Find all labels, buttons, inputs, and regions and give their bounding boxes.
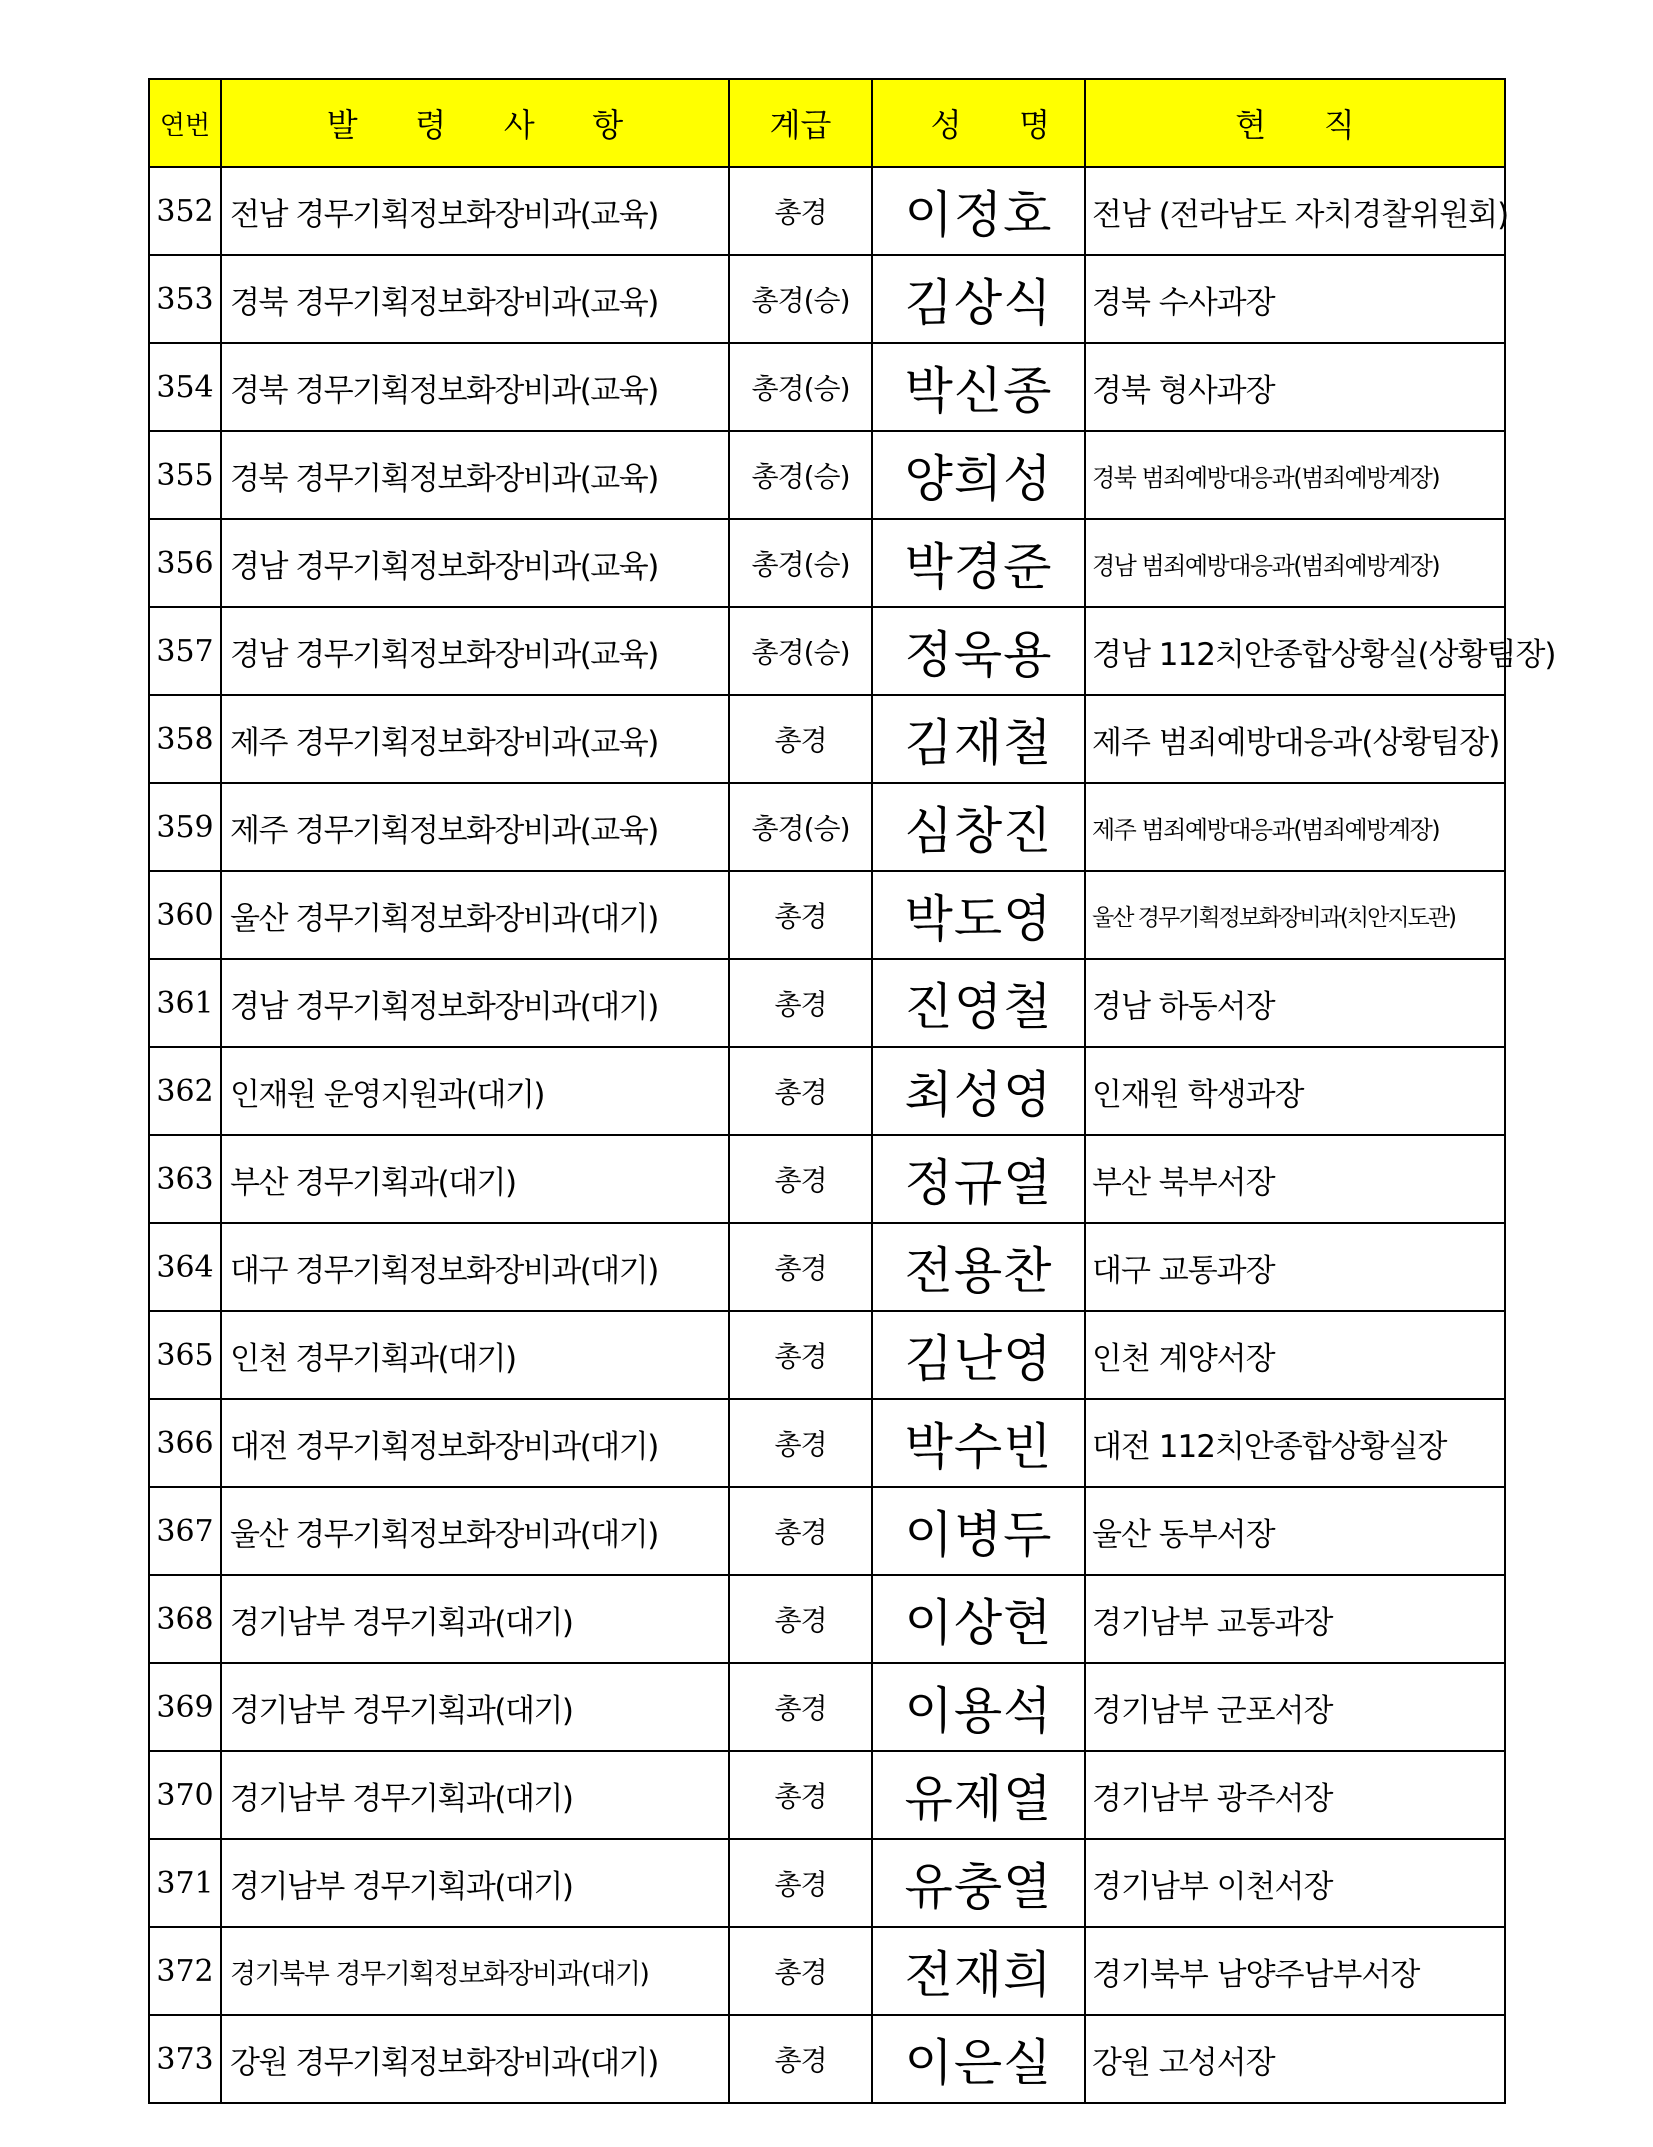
cell-rank: 총경(승) [729,607,872,695]
cell-rank: 총경 [729,695,872,783]
header-order: 발령사항 [221,79,729,167]
cell-rank: 총경 [729,167,872,255]
cell-order: 제주 경무기획정보화장비과(교육) [221,783,729,871]
cell-order: 경남 경무기획정보화장비과(교육) [221,519,729,607]
cell-name: 유제열 [872,1751,1085,1839]
table-row [149,1311,1505,1399]
cell-current: 강원 고성서장 [1085,2015,1505,2103]
cell-name: 진영철 [872,959,1085,1047]
table-row [149,1223,1505,1311]
cell-no: 359 [149,783,221,871]
cell-current: 울산 동부서장 [1085,1487,1505,1575]
cell-order: 경기남부 경무기획과(대기) [221,1575,729,1663]
cell-current: 경북 범죄예방대응과(범죄예방계장) [1085,431,1505,519]
cell-name: 이병두 [872,1487,1085,1575]
header-name: 성명 [872,79,1085,167]
cell-order: 강원 경무기획정보화장비과(대기) [221,2015,729,2103]
cell-no: 353 [149,255,221,343]
table-row [149,1047,1505,1135]
header-row [149,79,1505,167]
cell-name: 김재철 [872,695,1085,783]
cell-no: 372 [149,1927,221,2015]
cell-order: 경북 경무기획정보화장비과(교육) [221,255,729,343]
cell-current: 울산 경무기획정보화장비과(치안지도관) [1085,871,1505,959]
cell-no: 369 [149,1663,221,1751]
cell-rank: 총경 [729,1047,872,1135]
cell-order: 울산 경무기획정보화장비과(대기) [221,1487,729,1575]
cell-order: 경북 경무기획정보화장비과(교육) [221,431,729,519]
cell-rank: 총경 [729,1927,872,2015]
cell-name: 이상현 [872,1575,1085,1663]
cell-no: 355 [149,431,221,519]
cell-rank: 총경 [729,1839,872,1927]
cell-no: 370 [149,1751,221,1839]
cell-name: 심창진 [872,783,1085,871]
cell-name: 전재희 [872,1927,1085,2015]
cell-no: 363 [149,1135,221,1223]
cell-current: 제주 범죄예방대응과(범죄예방계장) [1085,783,1505,871]
cell-order: 경기남부 경무기획과(대기) [221,1751,729,1839]
table-row [149,1927,1505,2015]
cell-current: 전남 (전라남도 자치경찰위원회) [1085,167,1505,255]
table-row [149,783,1505,871]
table-row [149,607,1505,695]
personnel-table [148,78,1556,2104]
cell-rank: 총경(승) [729,783,872,871]
cell-no: 366 [149,1399,221,1487]
cell-rank: 총경 [729,871,872,959]
table-row [149,695,1505,783]
cell-order: 울산 경무기획정보화장비과(대기) [221,871,729,959]
cell-no: 352 [149,167,221,255]
cell-no: 361 [149,959,221,1047]
cell-name: 이은실 [872,2015,1085,2103]
cell-rank: 총경 [729,1487,872,1575]
table-row [149,959,1505,1047]
cell-current: 경기남부 군포서장 [1085,1663,1505,1751]
cell-name: 박수빈 [872,1399,1085,1487]
table-row [149,1575,1505,1663]
cell-rank: 총경(승) [729,343,872,431]
table-row [149,167,1505,255]
cell-order: 경남 경무기획정보화장비과(교육) [221,607,729,695]
cell-no: 367 [149,1487,221,1575]
cell-rank: 총경 [729,2015,872,2103]
cell-no: 357 [149,607,221,695]
cell-order: 경기북부 경무기획정보화장비과(대기) [221,1927,729,2015]
table-row [149,1839,1505,1927]
cell-rank: 총경 [729,1663,872,1751]
cell-rank: 총경 [729,1223,872,1311]
cell-order: 부산 경무기획과(대기) [221,1135,729,1223]
cell-current: 경기북부 남양주남부서장 [1085,1927,1505,2015]
cell-order: 경기남부 경무기획과(대기) [221,1839,729,1927]
cell-order: 대구 경무기획정보화장비과(대기) [221,1223,729,1311]
cell-current: 대구 교통과장 [1085,1223,1505,1311]
cell-no: 364 [149,1223,221,1311]
cell-order: 경남 경무기획정보화장비과(대기) [221,959,729,1047]
cell-no: 365 [149,1311,221,1399]
cell-name: 김난영 [872,1311,1085,1399]
cell-no: 371 [149,1839,221,1927]
table-row [149,431,1505,519]
cell-current: 경북 수사과장 [1085,255,1505,343]
cell-no: 362 [149,1047,221,1135]
table-row [149,519,1505,607]
cell-no: 354 [149,343,221,431]
cell-current: 경남 범죄예방대응과(범죄예방계장) [1085,519,1505,607]
cell-no: 368 [149,1575,221,1663]
table-row [149,1487,1505,1575]
cell-name: 박도영 [872,871,1085,959]
table-body [149,167,1556,2103]
cell-name: 박신종 [872,343,1085,431]
cell-no: 356 [149,519,221,607]
cell-current: 경기남부 이천서장 [1085,1839,1505,1927]
cell-name: 최성영 [872,1047,1085,1135]
cell-rank: 총경(승) [729,255,872,343]
header-no: 연번 [149,79,221,167]
cell-order: 대전 경무기획정보화장비과(대기) [221,1399,729,1487]
table-row [149,1663,1505,1751]
header-rank: 계급 [729,79,872,167]
table-row [149,2015,1505,2103]
table-row [149,343,1505,431]
cell-name: 정규열 [872,1135,1085,1223]
cell-current: 경기남부 교통과장 [1085,1575,1505,1663]
cell-no: 373 [149,2015,221,2103]
cell-no: 360 [149,871,221,959]
cell-current: 대전 112치안종합상황실장 [1085,1399,1505,1487]
table-row [149,1135,1505,1223]
cell-current: 경북 형사과장 [1085,343,1505,431]
cell-current: 경남 112치안종합상황실(상황팀장) [1085,607,1505,695]
cell-name: 김상식 [872,255,1085,343]
cell-rank: 총경 [729,1575,872,1663]
cell-rank: 총경 [729,1751,872,1839]
cell-order: 전남 경무기획정보화장비과(교육) [221,167,729,255]
cell-current: 인재원 학생과장 [1085,1047,1505,1135]
cell-current: 경기남부 광주서장 [1085,1751,1505,1839]
cell-current: 경남 하동서장 [1085,959,1505,1047]
cell-order: 경기남부 경무기획과(대기) [221,1663,729,1751]
cell-order: 인천 경무기획과(대기) [221,1311,729,1399]
table-header [149,79,1505,167]
cell-name: 유충열 [872,1839,1085,1927]
cell-current: 부산 북부서장 [1085,1135,1505,1223]
cell-rank: 총경 [729,1135,872,1223]
cell-name: 이정호 [872,167,1085,255]
table-row [149,255,1505,343]
header-current: 현직 [1085,79,1505,167]
cell-rank: 총경(승) [729,519,872,607]
cell-rank: 총경 [729,1399,872,1487]
cell-name: 박경준 [872,519,1085,607]
cell-order: 경북 경무기획정보화장비과(교육) [221,343,729,431]
table-row [149,1751,1505,1839]
table-row [149,871,1505,959]
cell-current: 인천 계양서장 [1085,1311,1505,1399]
cell-name: 전용찬 [872,1223,1085,1311]
cell-name: 이용석 [872,1663,1085,1751]
cell-rank: 총경 [729,959,872,1047]
cell-name: 양희성 [872,431,1085,519]
table-row [149,1399,1505,1487]
cell-name: 정욱용 [872,607,1085,695]
cell-rank: 총경 [729,1311,872,1399]
cell-order: 제주 경무기획정보화장비과(교육) [221,695,729,783]
cell-current: 제주 범죄예방대응과(상황팀장) [1085,695,1505,783]
cell-no: 358 [149,695,221,783]
cell-rank: 총경(승) [729,431,872,519]
cell-order: 인재원 운영지원과(대기) [221,1047,729,1135]
